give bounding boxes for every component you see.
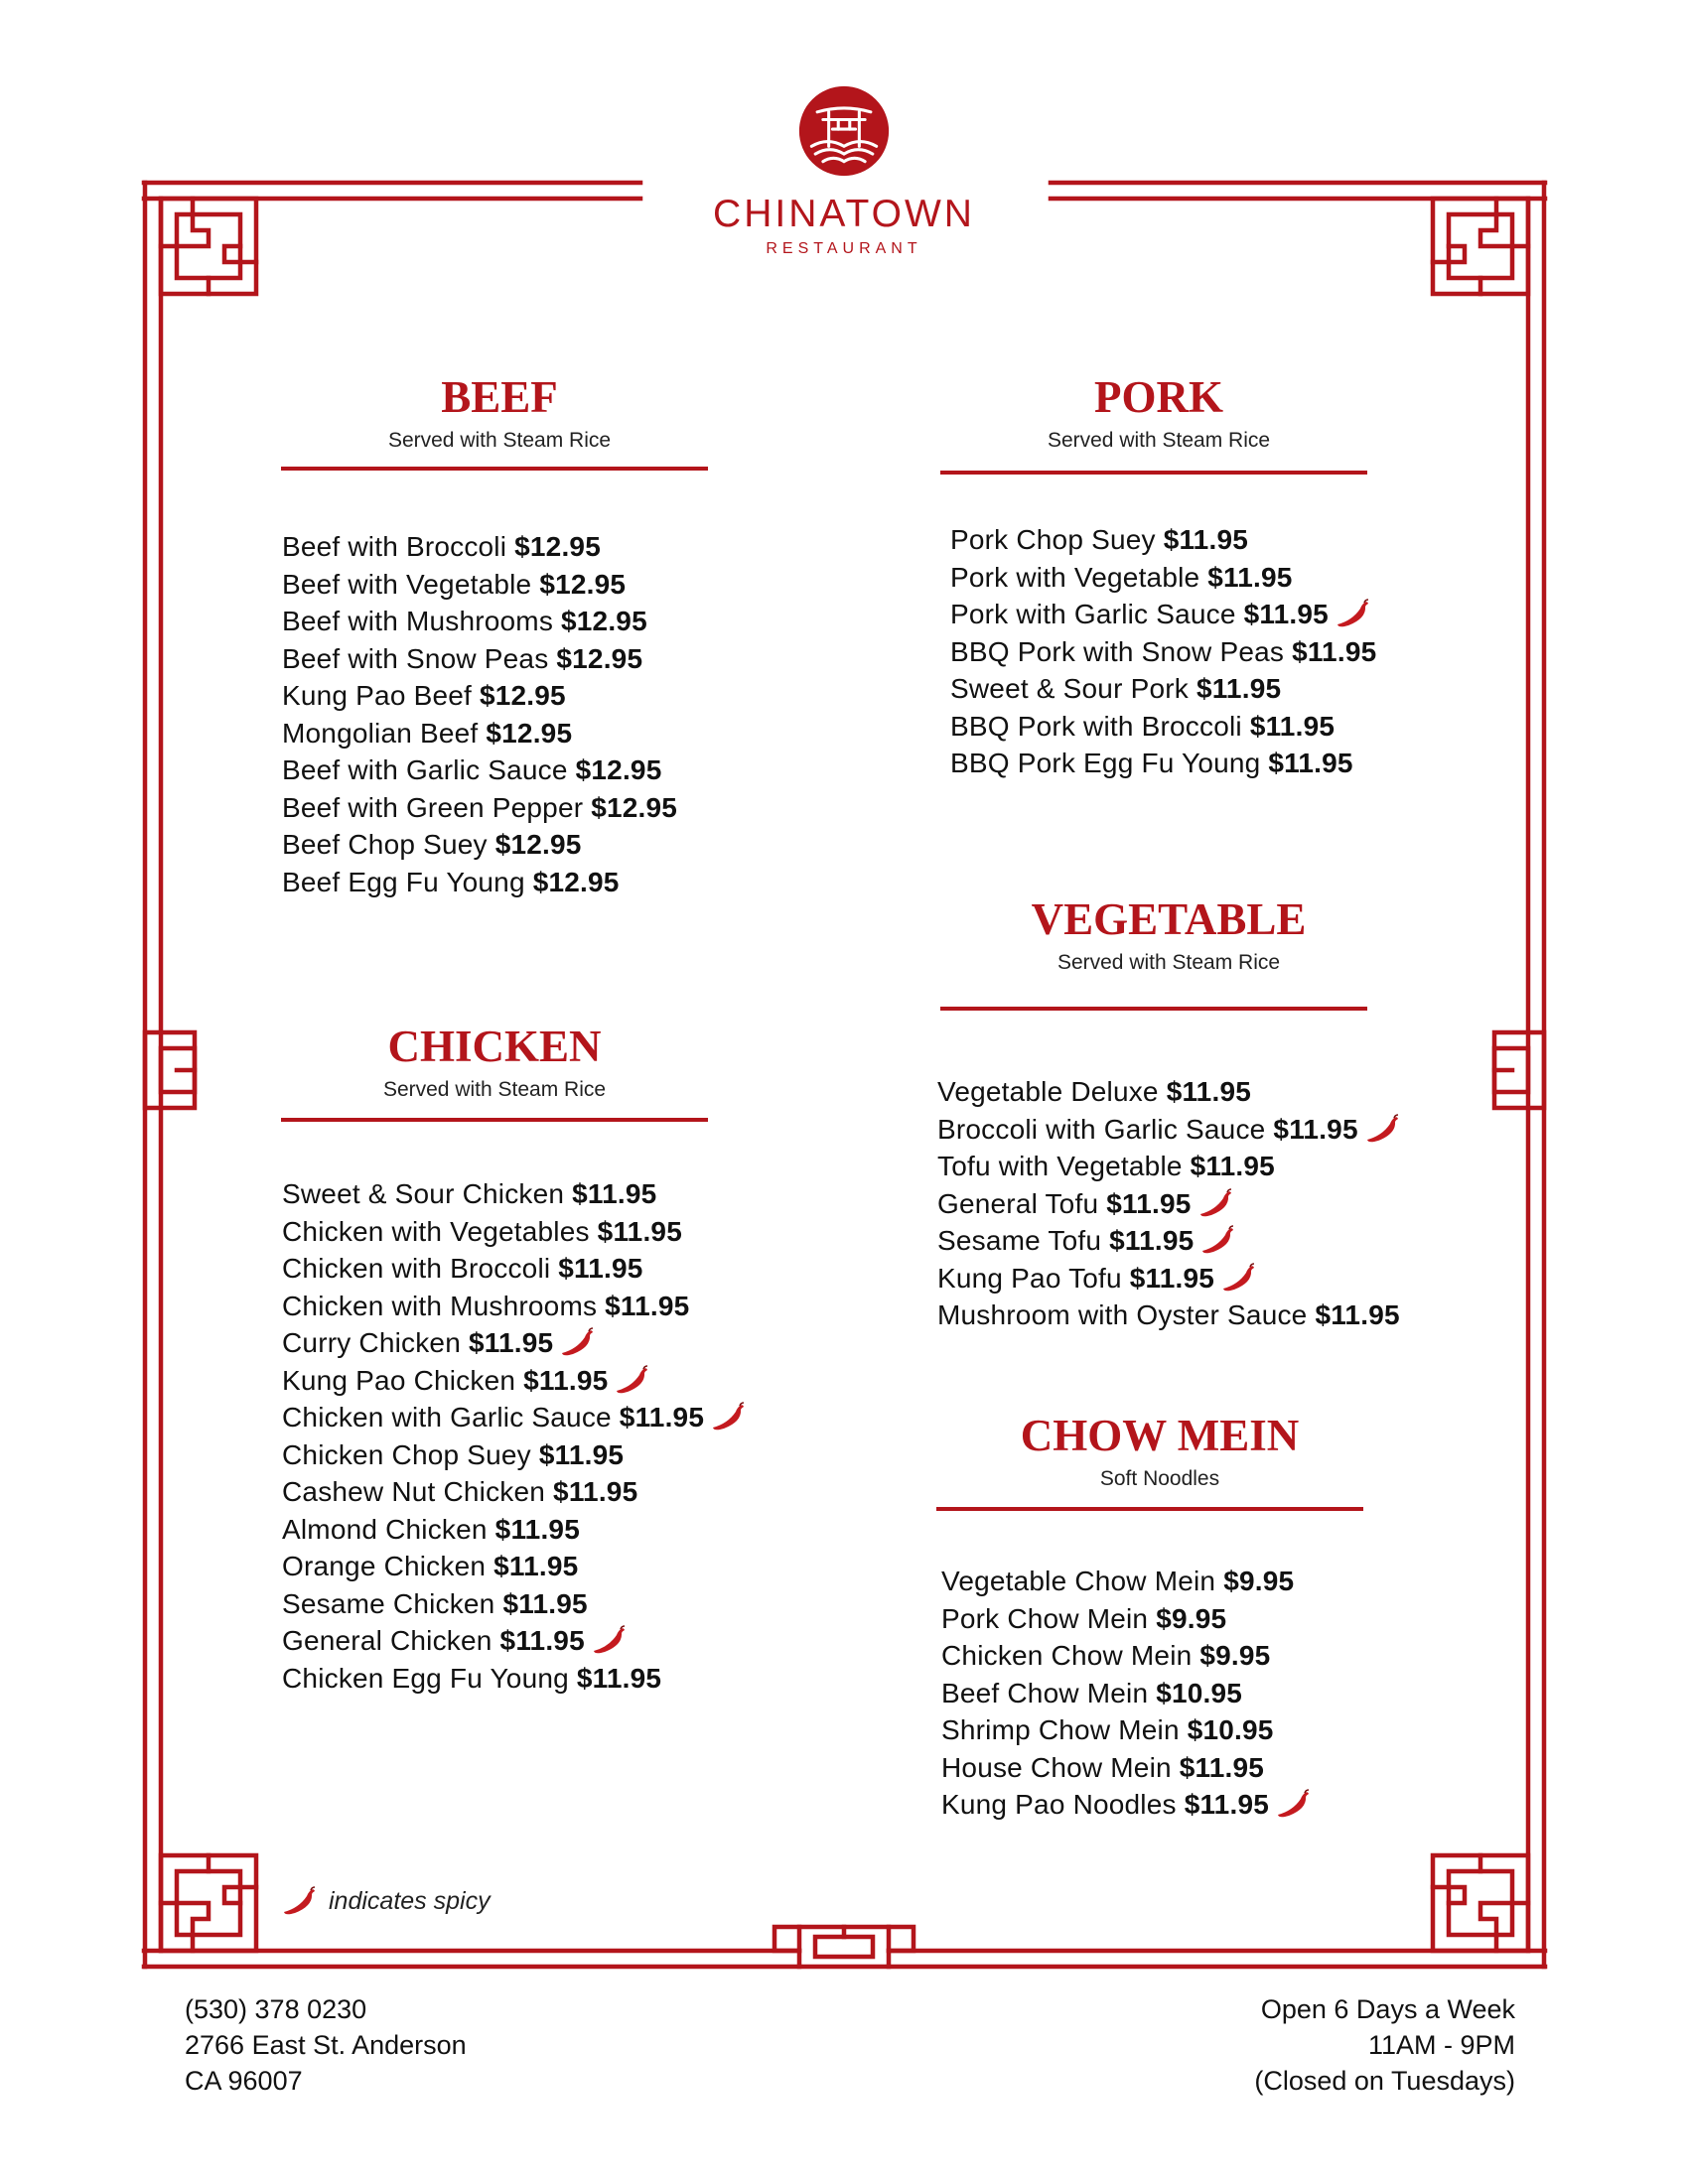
- menu-item: [282, 1622, 746, 1660]
- restaurant-name: CHINATOWN: [713, 193, 975, 235]
- menu-item-name: Beef with Garlic Sauce: [282, 754, 568, 785]
- menu-item-price: $10.95: [1156, 1677, 1243, 1708]
- menu-item: [282, 528, 677, 566]
- menu-item-name: BBQ Pork Egg Fu Young: [950, 748, 1261, 778]
- menu-item-name: BBQ Pork with Snow Peas: [950, 635, 1285, 667]
- menu-item-price: $11.95: [1292, 635, 1377, 667]
- chicken-section-header: [281, 1023, 708, 1102]
- beef-section-header: [281, 373, 718, 453]
- menu-item-price: $11.95: [1273, 1113, 1358, 1145]
- menu-item-name: Chicken Chow Mein: [941, 1640, 1193, 1671]
- menu-item-price: $12.95: [532, 866, 620, 897]
- chili-pepper-icon: [1199, 1225, 1235, 1255]
- menu-item-price: $11.95: [1315, 1299, 1400, 1330]
- menu-item-price: $11.95: [576, 1662, 662, 1694]
- menu-item: [282, 1511, 746, 1549]
- spicy-legend: [281, 1886, 491, 1916]
- section-title: BEEF: [441, 372, 558, 422]
- menu-item-name: Pork with Garlic Sauce: [950, 599, 1236, 629]
- address-line-2: CA 96007: [185, 2066, 303, 2096]
- menu-item-price: $11.95: [1249, 710, 1336, 742]
- menu-item: [941, 1637, 1311, 1675]
- pork-item-list: [950, 521, 1376, 782]
- menu-item-name: Beef with Snow Peas: [282, 642, 549, 674]
- menu-item-name: Pork Chow Mein: [941, 1602, 1149, 1634]
- menu-item: [282, 1288, 746, 1325]
- opening-hours: [1254, 1991, 1515, 2099]
- menu-item-price: $12.95: [556, 642, 643, 674]
- menu-item: [941, 1711, 1311, 1749]
- menu-item-name: Pork with Vegetable: [950, 561, 1200, 593]
- menu-item-name: Sesame Tofu: [937, 1225, 1102, 1256]
- menu-item-price: $11.95: [1207, 561, 1293, 593]
- menu-item-name: Vegetable Chow Mein: [941, 1566, 1216, 1596]
- menu-item-price: $11.95: [494, 1513, 580, 1545]
- phone-number[interactable]: (530) 378 0230: [185, 1994, 367, 2024]
- menu-item-price: $12.95: [479, 680, 566, 711]
- menu-item: [937, 1148, 1400, 1185]
- menu-item-name: Chicken with Broccoli: [282, 1253, 551, 1284]
- menu-item: [950, 670, 1376, 708]
- section-divider: [281, 1118, 708, 1122]
- chili-pepper-icon: [559, 1327, 595, 1357]
- menu-item-name: Curry Chicken: [282, 1327, 461, 1358]
- menu-item: [937, 1297, 1400, 1334]
- hours-line-1: Open 6 Days a Week: [1260, 1994, 1515, 2024]
- chow-mein-section-header: [931, 1412, 1388, 1491]
- menu-item-name: Orange Chicken: [282, 1551, 487, 1581]
- menu-item: [937, 1073, 1400, 1111]
- menu-item-name: Chicken with Mushrooms: [282, 1290, 598, 1321]
- menu-item: [282, 1250, 746, 1288]
- menu-item-price: $11.95: [1179, 1751, 1265, 1783]
- menu-item-name: Kung Pao Beef: [282, 680, 472, 711]
- menu-item: [950, 559, 1376, 597]
- chili-pepper-icon: [710, 1402, 746, 1432]
- menu-item-price: $11.95: [572, 1178, 657, 1209]
- section-title: VEGETABLE: [1031, 894, 1307, 944]
- chili-pepper-icon: [1335, 599, 1370, 628]
- chili-pepper-icon: [1275, 1789, 1311, 1819]
- section-divider: [940, 1007, 1367, 1011]
- section-subtitle: Served with Steam Rice: [1056, 950, 1281, 974]
- menu-item-price: $11.95: [1268, 748, 1353, 778]
- menu-item-price: $11.95: [499, 1625, 585, 1656]
- menu-item: [282, 1585, 746, 1623]
- menu-item-price: $12.95: [575, 754, 662, 785]
- menu-item: [950, 633, 1376, 671]
- chili-pepper-icon: [591, 1625, 627, 1655]
- menu-item-name: Kung Pao Noodles: [941, 1789, 1177, 1820]
- menu-item: [950, 708, 1376, 746]
- menu-item-price: $12.95: [591, 791, 678, 823]
- menu-item: [282, 566, 677, 604]
- section-divider: [940, 471, 1367, 475]
- menu-item-name: Chicken Chop Suey: [282, 1438, 531, 1470]
- menu-item-price: $11.95: [1163, 524, 1248, 555]
- menu-item: [950, 521, 1376, 559]
- menu-item-price: $9.95: [1199, 1640, 1271, 1671]
- contact-info: [185, 1991, 467, 2099]
- menu-item-price: $11.95: [1166, 1076, 1251, 1107]
- menu-item-name: Beef Chop Suey: [282, 829, 488, 860]
- menu-item-price: $11.95: [523, 1364, 609, 1396]
- menu-item: [282, 1213, 746, 1251]
- menu-item-name: Beef Egg Fu Young: [282, 866, 525, 897]
- menu-item-price: $11.95: [597, 1215, 682, 1247]
- menu-item: [282, 789, 677, 827]
- menu-item: [282, 715, 677, 752]
- chicken-item-list: [282, 1175, 746, 1697]
- menu-item: [282, 1399, 746, 1436]
- menu-item: [941, 1786, 1311, 1824]
- menu-item-name: Cashew Nut Chicken: [282, 1476, 546, 1507]
- menu-item-name: Beef with Mushrooms: [282, 606, 554, 636]
- menu-item-price: $11.95: [619, 1402, 705, 1433]
- menu-item-price: $11.95: [553, 1476, 638, 1507]
- menu-item-name: BBQ Pork with Broccoli: [950, 710, 1242, 742]
- menu-item-name: Chicken with Garlic Sauce: [282, 1402, 612, 1433]
- hours-line-2: 11AM - 9PM: [1367, 2030, 1515, 2060]
- hours-line-3: (Closed on Tuesdays): [1254, 2066, 1515, 2096]
- address-line-1: 2766 East St. Anderson: [185, 2030, 467, 2060]
- menu-item: [937, 1185, 1400, 1223]
- menu-item-name: Beef with Green Pepper: [282, 791, 584, 823]
- menu-item: [941, 1600, 1311, 1638]
- menu-item-name: Beef with Broccoli: [282, 531, 507, 562]
- section-subtitle: Served with Steam Rice: [1047, 428, 1271, 452]
- menu-item: [282, 826, 677, 864]
- menu-item: [950, 596, 1376, 633]
- chow-mein-item-list: [941, 1563, 1311, 1824]
- menu-item-price: $11.95: [538, 1438, 625, 1470]
- menu-item-name: Shrimp Chow Mein: [941, 1714, 1180, 1745]
- menu-item-name: Chicken with Vegetables: [282, 1215, 590, 1247]
- gate-emblem-icon: [796, 83, 892, 179]
- menu-item: [282, 640, 677, 678]
- section-title: CHOW MEIN: [1020, 1411, 1300, 1460]
- menu-item-price: $11.95: [1184, 1789, 1269, 1820]
- menu-item-name: Chicken Egg Fu Young: [282, 1662, 569, 1694]
- menu-item-name: Kung Pao Tofu: [937, 1262, 1122, 1294]
- menu-item-name: Beef Chow Mein: [941, 1677, 1149, 1708]
- restaurant-subtitle: RESTAURANT: [766, 240, 922, 257]
- menu-item-price: $12.95: [561, 606, 647, 636]
- menu-item: [937, 1111, 1400, 1149]
- menu-item: [282, 1660, 746, 1698]
- vegetable-section-header: [940, 895, 1397, 975]
- chili-pepper-icon: [1197, 1188, 1233, 1218]
- menu-item: [950, 745, 1376, 782]
- menu-item-name: Kung Pao Chicken: [282, 1364, 516, 1396]
- section-subtitle: Served with Steam Rice: [382, 1077, 607, 1101]
- pork-section-header: [945, 373, 1372, 453]
- menu-item-name: Sweet & Sour Pork: [950, 673, 1189, 704]
- section-subtitle: Soft Noodles: [1099, 1466, 1220, 1490]
- menu-item-price: $9.95: [1223, 1566, 1295, 1596]
- menu-item-name: General Chicken: [282, 1625, 492, 1656]
- restaurant-logo: [0, 83, 1688, 258]
- beef-item-list: [282, 528, 677, 900]
- menu-item: [937, 1260, 1400, 1297]
- section-divider: [281, 467, 708, 471]
- menu-item: [282, 603, 677, 640]
- menu-item-name: General Tofu: [937, 1187, 1099, 1219]
- menu-item: [941, 1749, 1311, 1787]
- menu-item: [282, 1175, 746, 1213]
- menu-item-price: $11.95: [1190, 1151, 1275, 1181]
- menu-item-price: $11.95: [1196, 673, 1282, 704]
- menu-item-price: $11.95: [1129, 1262, 1215, 1294]
- menu-item: [282, 751, 677, 789]
- chili-pepper-icon: [1220, 1263, 1256, 1293]
- section-divider: [936, 1507, 1363, 1511]
- menu-item: [282, 1324, 746, 1362]
- menu-item-name: Pork Chop Suey: [950, 524, 1156, 555]
- menu-item: [941, 1563, 1311, 1600]
- vegetable-item-list: [937, 1073, 1400, 1334]
- menu-item: [282, 1548, 746, 1585]
- chili-pepper-icon: [281, 1886, 317, 1916]
- menu-item-price: $11.95: [502, 1587, 588, 1619]
- menu-item-name: House Chow Mein: [941, 1751, 1172, 1783]
- menu-item-price: $11.95: [605, 1290, 690, 1321]
- menu-item-name: Mushroom with Oyster Sauce: [937, 1299, 1308, 1330]
- menu-item-name: Sweet & Sour Chicken: [282, 1178, 565, 1209]
- menu-item: [937, 1222, 1400, 1260]
- menu-item-price: $11.95: [493, 1551, 579, 1581]
- menu-item: [282, 1473, 746, 1511]
- menu-item-name: Vegetable Deluxe: [937, 1076, 1159, 1107]
- menu-item-name: Broccoli with Garlic Sauce: [937, 1113, 1266, 1145]
- menu-item-name: Tofu with Vegetable: [937, 1151, 1183, 1181]
- menu-item: [282, 1362, 746, 1400]
- menu-item-price: $12.95: [494, 829, 582, 860]
- menu-item-name: Mongolian Beef: [282, 717, 479, 749]
- menu-item: [282, 677, 677, 715]
- menu-item: [282, 864, 677, 901]
- section-title: PORK: [1094, 372, 1223, 422]
- menu-item-name: Sesame Chicken: [282, 1587, 495, 1619]
- menu-item-price: $11.95: [1243, 599, 1329, 629]
- menu-item-price: $11.95: [1106, 1187, 1192, 1219]
- section-subtitle: Served with Steam Rice: [387, 428, 612, 452]
- menu-item: [282, 1436, 746, 1474]
- menu-item-price: $12.95: [486, 717, 573, 749]
- menu-item-price: $11.95: [558, 1253, 643, 1284]
- menu-item-price: $9.95: [1156, 1602, 1227, 1634]
- menu-item-price: $10.95: [1187, 1714, 1274, 1745]
- menu-item-name: Beef with Vegetable: [282, 568, 532, 600]
- menu-item-price: $12.95: [514, 531, 601, 562]
- menu-item-price: $11.95: [468, 1327, 554, 1358]
- menu-item: [941, 1675, 1311, 1712]
- section-title: CHICKEN: [387, 1022, 602, 1071]
- chili-pepper-icon: [1364, 1114, 1400, 1144]
- chili-pepper-icon: [614, 1365, 649, 1395]
- menu-item-name: Almond Chicken: [282, 1513, 488, 1545]
- menu-item-price: $12.95: [539, 568, 627, 600]
- legend-text: indicates spicy: [329, 1886, 491, 1915]
- menu-item-price: $11.95: [1109, 1225, 1195, 1256]
